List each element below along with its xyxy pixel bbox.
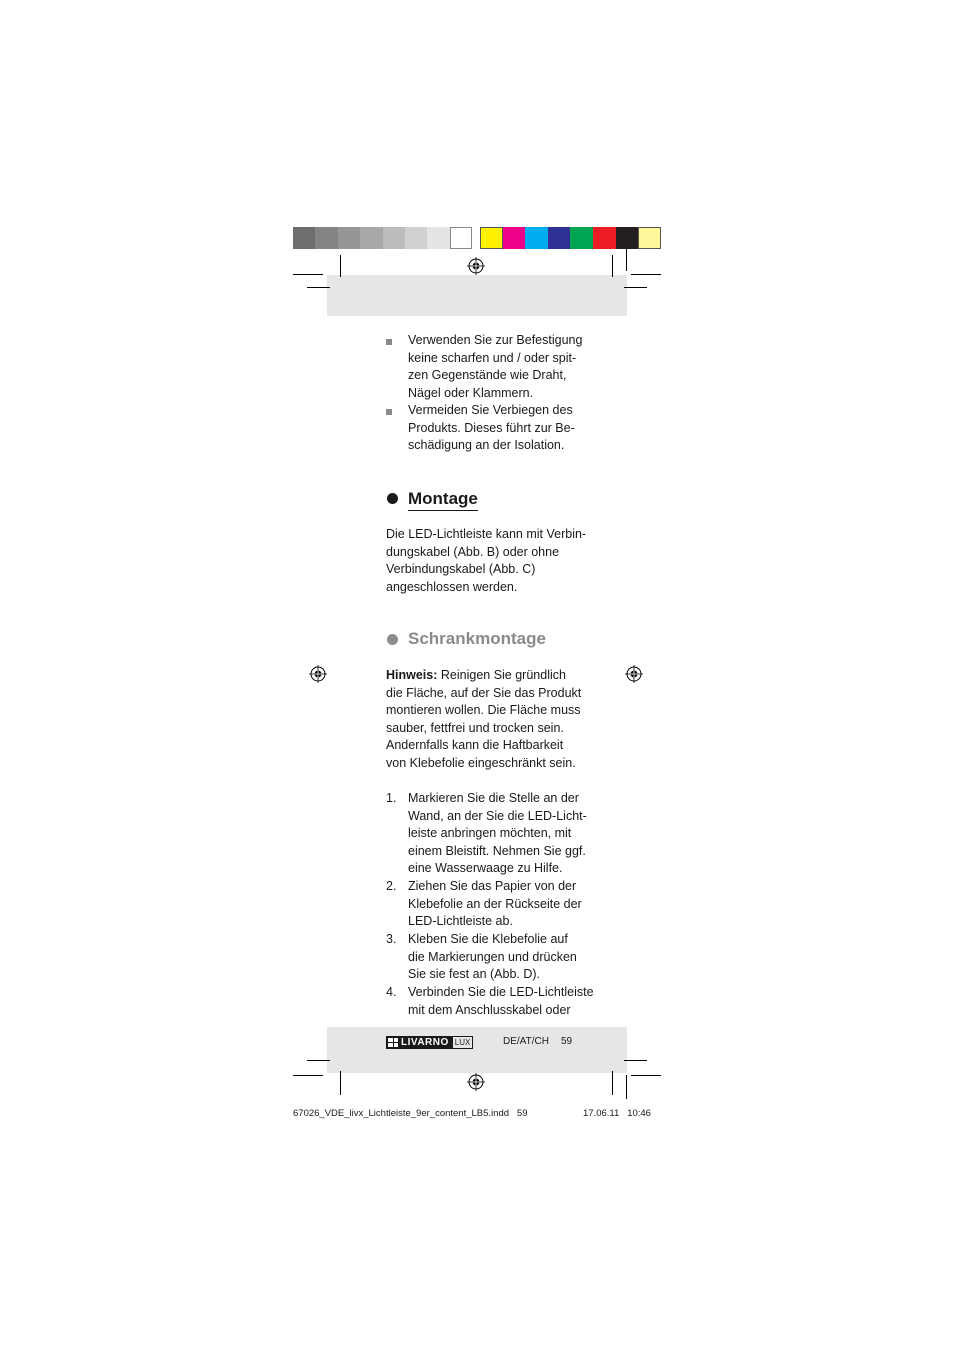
- step-text: Markieren Sie die Stelle an der Wand, an der Sie die LED-Licht- leiste anbringen möchten, mit einem Bleistift. Nehmen Sie ggf. eine Wasserwaage zu Hilfe.: [408, 791, 587, 875]
- color-swatch: [616, 227, 639, 249]
- header-band: [327, 275, 627, 316]
- section-title-schrankmontage: Schrankmontage: [408, 629, 546, 648]
- step-number: 4.: [386, 985, 397, 999]
- step-number: 2.: [386, 879, 397, 893]
- note-label: Hinweis:: [386, 668, 438, 682]
- bullet-square-icon: [386, 339, 392, 345]
- bullet-text: Verwenden Sie zur Befestigung keine scharfen und / oder spit- zen Gegenstände wie Draht, Nägel oder Klammern.: [408, 333, 583, 400]
- step-number: 3.: [386, 932, 397, 946]
- bullet-square-icon: [386, 409, 392, 415]
- gray-swatch: [405, 227, 427, 249]
- color-swatch: [525, 227, 548, 249]
- color-swatch: [548, 227, 571, 249]
- gray-swatch: [427, 227, 449, 249]
- color-swatch: [593, 227, 616, 249]
- gray-swatch: [450, 227, 472, 249]
- gray-swatch: [338, 227, 360, 249]
- registration-mark-icon: [309, 665, 327, 683]
- page-number: 59: [561, 1036, 573, 1047]
- gray-swatch: [315, 227, 337, 249]
- registration-mark-icon: [625, 665, 643, 683]
- montage-text: Die LED-Lichtleiste kann mit Verbin- dungskabel (Abb. B) oder ohne Verbindungskabel (Abb. C) angeschlossen werden.: [386, 527, 587, 594]
- heading-dot-icon: [387, 493, 398, 504]
- gray-swatch: [383, 227, 405, 249]
- color-swatch: [503, 227, 526, 249]
- section-title-montage: Montage: [408, 489, 478, 511]
- footer-band: [327, 1027, 627, 1073]
- color-swatch: [570, 227, 593, 249]
- footer-locale: DE/AT/CH: [503, 1036, 549, 1047]
- slug-filename: 67026_VDE_livx_Lichtleiste_9er_content_LB5.indd 59: [293, 1108, 528, 1119]
- color-swatch: [480, 227, 503, 249]
- step-text: Kleben Sie die Klebefolie auf die Markierungen und drücken Sie sie fest an (Abb. D).: [408, 932, 577, 981]
- step-text: Ziehen Sie das Papier von der Klebefolie an der Rückseite der LED-Lichtleiste ab.: [408, 879, 582, 928]
- gray-swatch: [360, 227, 382, 249]
- logo-grid-icon: [388, 1038, 398, 1047]
- registration-mark-icon: [467, 1073, 485, 1091]
- step-text: Verbinden Sie die LED-Lichtleiste mit dem Anschlusskabel oder: [408, 985, 594, 1017]
- color-swatch: [638, 227, 661, 249]
- slug-date: 17.06.11 10:46: [583, 1108, 651, 1119]
- step-number: 1.: [386, 791, 397, 805]
- heading-dot-icon: [387, 634, 398, 645]
- gray-swatch: [293, 227, 315, 249]
- brand-logo: LIVARNO LUX: [386, 1036, 473, 1049]
- note-text: Hinweis: Reinigen Sie gründlich die Fläche, auf der Sie das Produkt montieren wollen. Die Fläche muss sauber, fettfrei und trocken sein. Andernfalls kann die Haftbarkeit von Klebefolie eingeschränkt sein.: [386, 668, 582, 770]
- bullet-text: Vermeiden Sie Verbiegen des Produkts. Dieses führt zur Be- schädigung an der Isolation.: [408, 403, 575, 452]
- registration-mark-icon: [467, 257, 485, 275]
